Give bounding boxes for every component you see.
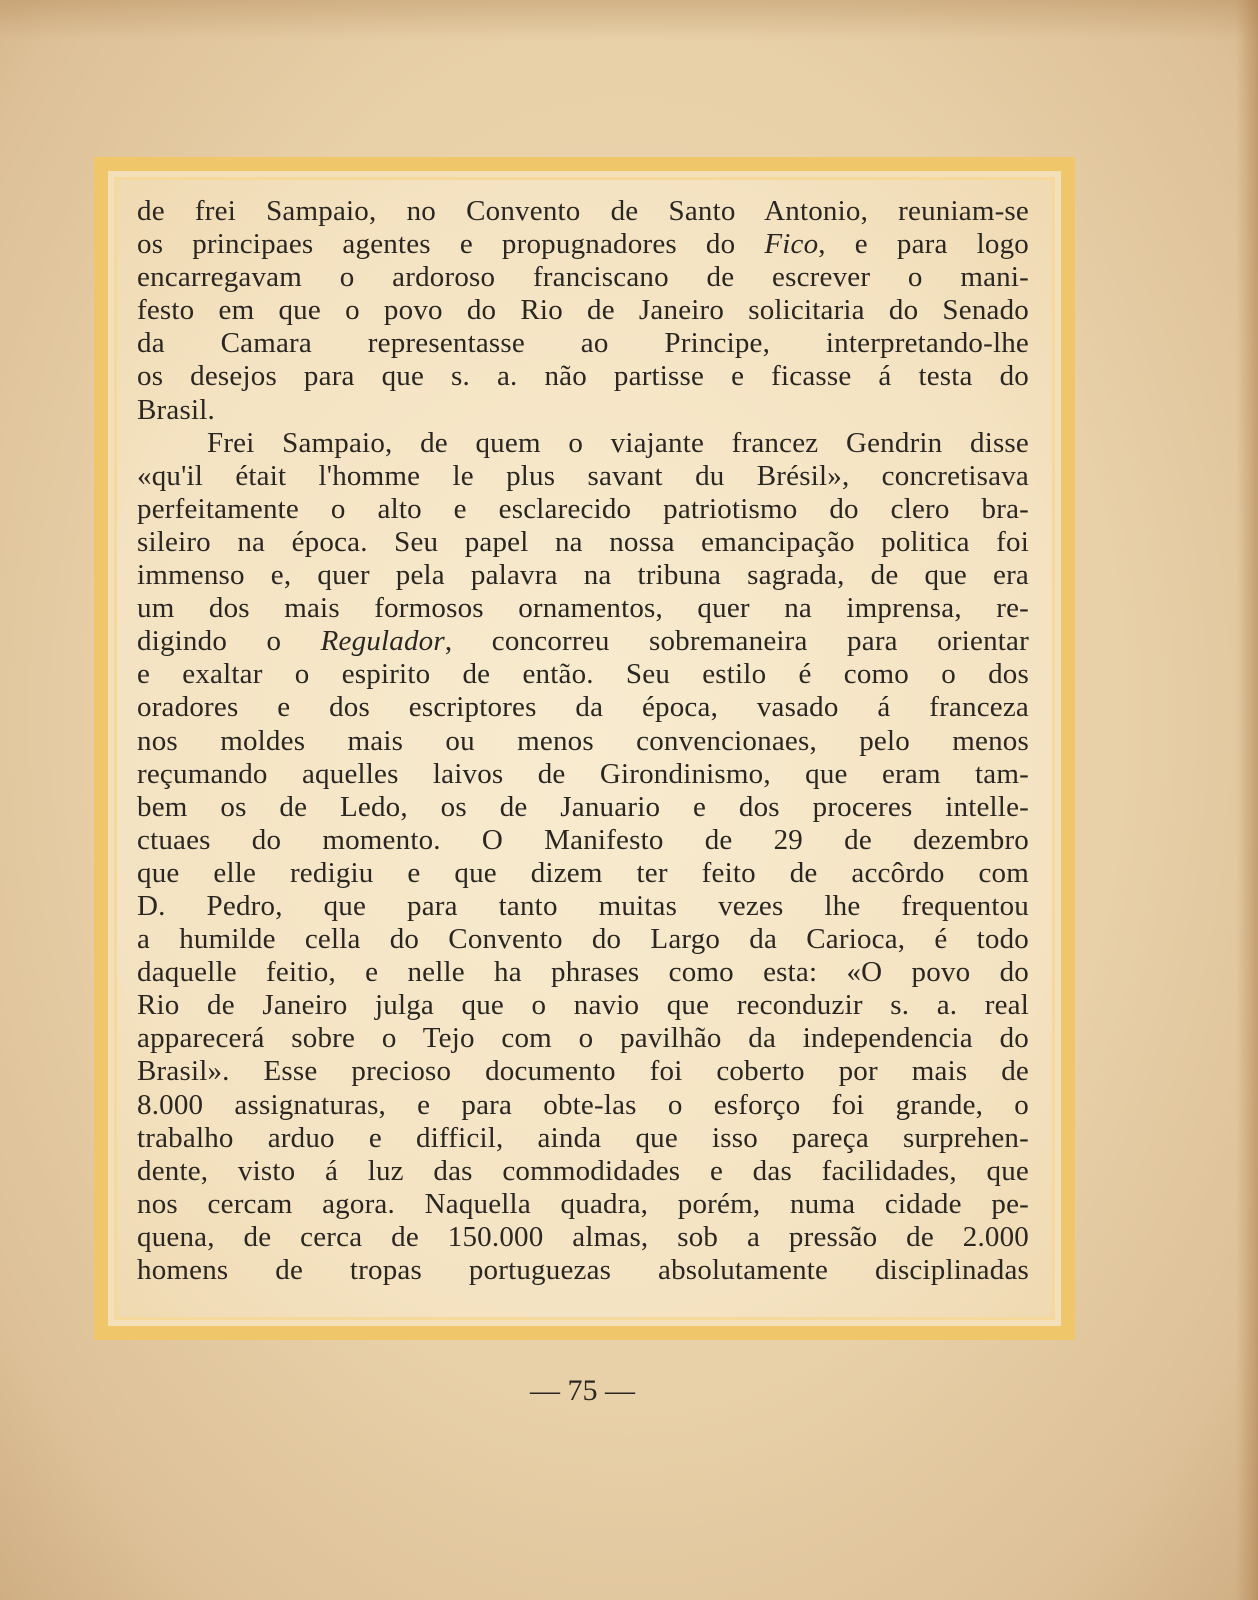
text-line: quena, de cerca de 150.000 almas, sob a pressão de 2.000 [137,1220,1029,1253]
text-line: homens de tropas portuguezas absolutamente disciplinadas [137,1254,1029,1286]
text-line: Brasil. [137,393,215,426]
text-line: trabalho arduo e difficil, ainda que isso pareça surprehen- [137,1121,1029,1154]
text-line: apparecerá sobre o Tejo com o pavilhão da independencia do [137,1022,1029,1055]
page-edge-right [1236,0,1258,1600]
italic-term: Fico [764,228,819,261]
text-line: sileiro na época. Seu papel na nossa emancipação politica foi [137,525,1029,558]
text-line: nos moldes mais ou menos convencionaes, pelo menos [137,724,1029,757]
text-line: perfeitamente o alto e esclarecido patriotismo do clero bra- [137,492,1029,525]
text-line: festo em que o povo do Rio de Janeiro solicitaria do Senado [137,294,1029,327]
text-line: um dos mais formosos ornamentos, quer na imprensa, re- [137,592,1029,625]
text-line: dente, visto á luz das commodidades e das facilidades, que [137,1154,1029,1187]
text-line: Rio de Janeiro julga que o navio que reconduzir s. a. real [137,989,1029,1022]
text-line: digindo o Regulador, concorreu sobremaneira para orientar [137,625,1029,658]
text-line: immenso e, quer pela palavra na tribuna sagrada, de que era [137,559,1029,592]
text-line: ctuaes do momento. O Manifesto de 29 de dezembro [137,823,1029,856]
text-line: os principaes agentes e propugnadores do Fico, e para logo [137,228,1029,261]
text-line: de frei Sampaio, no Convento de Santo Antonio, reuniam-se [137,195,1029,227]
text-line: 8.000 assignaturas, e para obte-las o esforço foi grande, o [137,1088,1029,1121]
body-text [137,195,1029,1287]
text-line: encarregavam o ardoroso franciscano de escrever o mani- [137,261,1029,294]
italic-term: Regulador [320,625,445,658]
text-line: a humilde cella do Convento do Largo da Carioca, é todo [137,923,1029,956]
text-line: D. Pedro, que para tanto muitas vezes lhe frequentou [137,889,1029,922]
page-edge-top [0,0,1258,40]
text-line: da Camara representasse ao Principe, interpretando-lhe [137,327,1029,360]
text-line: oradores e dos escriptores da época, vasado á franceza [137,691,1029,724]
text-line: e exaltar o espirito de então. Seu estilo é como o dos [137,658,1029,691]
text-line: os desejos para que s. a. não partisse e ficasse á testa do [137,360,1029,393]
page-number: — 75 — [530,1374,635,1407]
text-line: que elle redigiu e que dizem ter feito de accôrdo com [137,856,1029,889]
text-line: «qu'il était l'homme le plus savant du Brésil», concretisava [137,459,1029,492]
text-line: Brasil». Esse precioso documento foi coberto por mais de [137,1055,1029,1088]
text-line: Frei Sampaio, de quem o viajante francez Gendrin disse [207,426,1029,459]
text-line: reçumando aquelles laivos de Girondinismo, que eram tam- [137,757,1029,790]
text-line: nos cercam agora. Naquella quadra, porém, numa cidade pe- [137,1187,1029,1220]
text-line: bem os de Ledo, os de Januario e dos proceres intelle- [137,790,1029,823]
text-line: daquelle feitio, e nelle ha phrases como esta: «O povo do [137,956,1029,989]
